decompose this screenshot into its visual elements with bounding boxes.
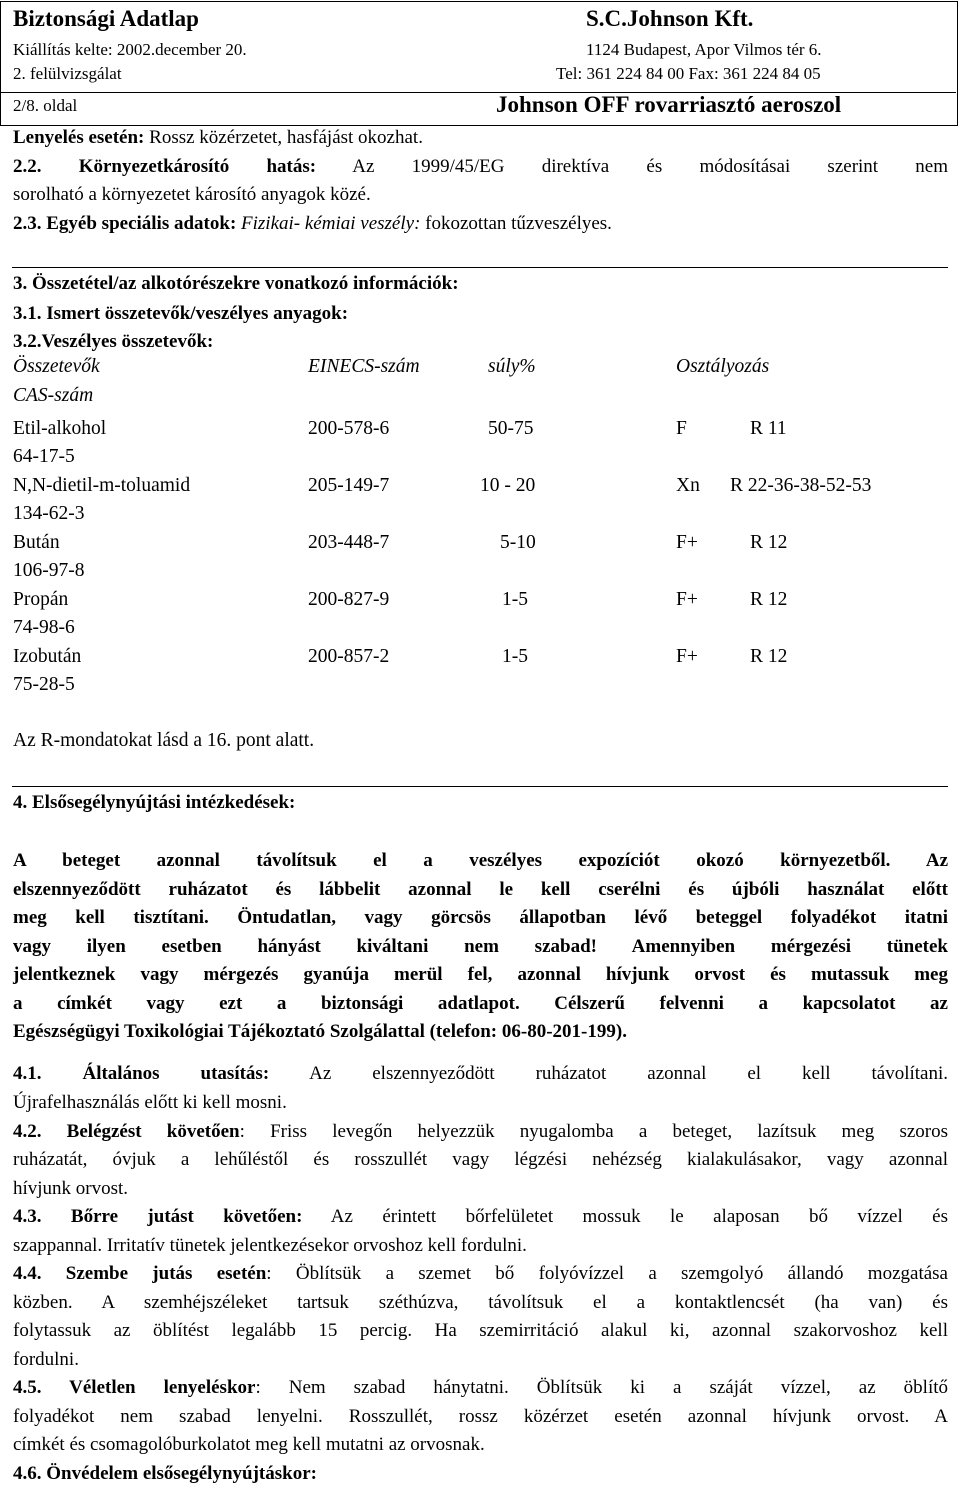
s44-head [13,1263,948,1284]
row-rphrase: R 22-36-38-52-53 [730,475,872,496]
env-num: 2.2. [13,156,42,177]
section-3-2-title: 3.2.Veszélyes összetevők: [13,331,214,352]
r-phrase-note: Az R-mondatokat lásd a 16. pont alatt. [13,730,315,751]
other-line [13,210,612,238]
row-einecs: 203-448-7 [308,532,390,553]
s45-line-2: folyadékot nem szabad lenyelni. Rosszullét, rossz közérzet esetén azonnal hívjunk orvost. A [13,1406,948,1427]
section-3-1-title: 3.1. Ismert összetevők/veszélyes anyagok: [13,303,349,324]
s42-text: : Friss levegőn helyezzük nyugalomba a beteget, lazítsuk meg szoros [239,1121,949,1142]
row-einecs: 200-827-9 [308,589,390,610]
env-label: Környezetkárosító hatás: [78,156,317,177]
row-weight: 50-75 [488,418,534,439]
row-rphrase: R 12 [750,589,788,610]
row-rphrase: R 12 [750,646,788,667]
s41-text: Az elszennyeződött ruházatot azonnal el kell távolítani. [309,1063,949,1084]
first-aid-line: a címkét vagy ezt a biztonsági adatlapot. Célszerű felvenni a kapcsolatot az [13,993,948,1014]
row-name: Bután [13,532,60,553]
other-label: Egyéb speciális adatok: [46,213,237,234]
row-einecs: 205-149-7 [308,475,390,496]
row-class: F+ [676,589,698,610]
section-4-title: 4. Elsősegélynyújtási intézkedések: [13,792,296,813]
col-header-weight: súly% [488,356,536,377]
s43-line-2: szappannal. Irritatív tünetek jelentkezésekor orvoshoz kell fordulni. [13,1235,527,1256]
row-weight: 5-10 [500,532,536,553]
s42-line-1 [13,1121,948,1143]
s42-line-2: ruházatát, óvjuk a lehűléstől és rosszullét vagy légzési nehézség kialakulásakor, vagy azonnal [13,1149,948,1170]
env-line-1 [13,153,948,181]
row-name: Etil-alkohol [13,418,107,439]
row-einecs: 200-857-2 [308,646,390,667]
other-num: 2.3. [13,213,42,234]
col-header-einecs: EINECS-szám [308,356,420,377]
row-class: F [676,418,687,439]
first-aid-line: Egészségügyi Toxikológiai Tájékoztató Szolgálattal (telefon: 06-80-201-199). [13,1021,627,1042]
s46-title: 4.6. Önvédelem elsősegélynyújtáskor: [13,1463,317,1484]
s44-line-1 [13,1263,948,1285]
s42-label: 4.2. Belégzést követően [13,1121,240,1142]
other-italic: Fizikai- kémiai veszély: [241,213,421,234]
header-title-left: Biztonsági Adatlap [13,6,199,31]
header-page: 2/8. oldal [13,96,78,115]
row-class: F+ [676,646,698,667]
col-header-component: Összetevők [13,356,100,377]
row-class: Xn [676,475,700,496]
other-text: fokozottan tűzveszélyes. [420,213,612,234]
row-weight: 1-5 [502,589,528,610]
row-name: N,N-dietil-m-toluamid [13,475,191,496]
header-revision: 2. felülvizsgálat [13,64,122,83]
header-product: Johnson OFF rovarriasztó aeroszol [496,92,842,117]
s43-label: 4.3. Bőrre jutást követően: [13,1206,303,1227]
row-weight: 10 - 20 [480,475,536,496]
row-rphrase: R 12 [750,532,788,553]
s44-line-3: folytassuk az öblítést legalább 15 percig. Ha szemirritáció alakul ki, azonnal szakorvoshoz kell [13,1320,948,1341]
row-cas: 64-17-5 [13,446,75,467]
col-header-cas: CAS-szám [13,385,94,406]
env-line-2: sorolható a környezetet károsító anyagok közé. [13,184,371,205]
first-aid-line: A beteget azonnal távolítsuk el a veszélyes expozíciót okozó környezetből. Az [13,850,948,871]
first-aid-line: vagy ilyen esetben hányást kiváltani nem szabad! Amennyiben mérgezési tünetek [13,936,948,957]
s44-text: : Öblítsük a szemet bő folyóvízzel a szemgolyó állandó mozgatása [266,1263,948,1284]
s43-text: Az érintett bőrfelületet mossuk le alaposan bő vízzel és [330,1206,948,1227]
s45-label: 4.5. Véletlen lenyeléskor [13,1377,256,1398]
s41-line-2: Újrafelhasználás előtt ki kell mosni. [13,1092,287,1113]
first-aid-line: meg kell tisztítani. Öntudatlan, vagy görcsös állapotban lévő beteggel folyadékot itatni [13,907,948,928]
section-3-title: 3. Összetétel/az alkotórészekre vonatkozó információk: [13,273,459,294]
s45-line-1 [13,1377,948,1399]
s44-label: 4.4. Szembe jutás esetén [13,1263,267,1284]
env-text-1: Az 1999/45/EG direktíva és módosításai szerint nem [352,156,948,177]
s45-text: : Nem szabad hánytatni. Öblítsük ki a száját vízzel, az öblítő [255,1377,948,1398]
header-phone: Tel: 361 224 84 00 Fax: 361 224 84 05 [556,64,821,83]
swallow-label: Lenyelés esetén: [13,127,145,148]
s42-line-3: hívjunk orvost. [13,1178,129,1199]
s43-line-1 [13,1206,948,1228]
swallow-text: Rossz közérzetet, hasfájást okozhat. [144,127,423,148]
s41-line-1 [13,1063,948,1085]
s45-head [13,1377,948,1398]
row-weight: 1-5 [502,646,528,667]
row-cas: 75-28-5 [13,674,75,695]
row-name: Propán [13,589,69,610]
swallow-line [13,124,423,152]
row-cas: 134-62-3 [13,503,85,524]
s44-line-4: fordulni. [13,1349,79,1370]
s41-label: 4.1. Általános utasítás: [13,1063,270,1084]
col-header-classification: Osztályozás [676,356,770,377]
header-title-right: S.C.Johnson Kft. [586,6,754,31]
section-4-rule [12,786,948,787]
row-einecs: 200-578-6 [308,418,390,439]
section-3-rule [12,267,948,268]
s44-line-2: közben. A szemhéjszéleket tartsuk széthúzva, távolítsuk el a kontaktlencsét (ha van) és [13,1292,948,1313]
row-class: F+ [676,532,698,553]
header-issued: Kiállítás kelte: 2002.december 20. [13,40,247,59]
row-cas: 74-98-6 [13,617,75,638]
row-cas: 106-97-8 [13,560,85,581]
first-aid-line: jelentkeznek vagy mérgezés gyanúja merül fel, azonnal hívjunk orvost és mutassuk meg [13,964,948,985]
header-address: 1124 Budapest, Apor Vilmos tér 6. [586,40,822,59]
first-aid-line: elszennyeződött ruházatot és lábbelit azonnal le kell cserélni és újbóli használat előtt [13,879,948,900]
s42-head [13,1121,948,1142]
row-name: Izobután [13,646,82,667]
s45-line-3: címkét és csomagolóburkolatot meg kell mutatni az orvosnak. [13,1434,485,1455]
row-rphrase: R 11 [750,418,787,439]
